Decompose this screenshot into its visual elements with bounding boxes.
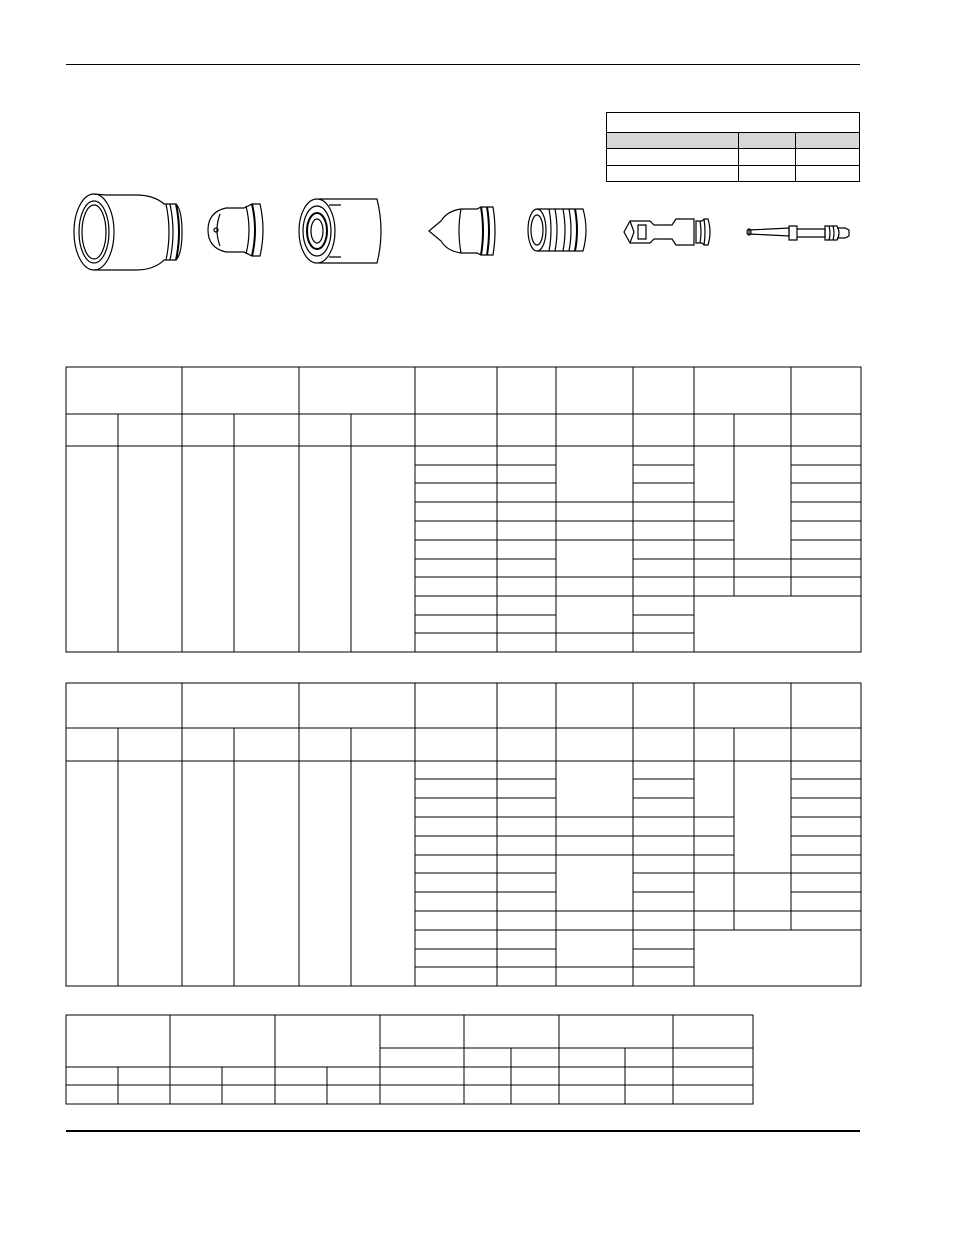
- footer-rule: [66, 1130, 860, 1132]
- parts-table-2: [66, 683, 861, 986]
- parts-table-1: [66, 367, 861, 652]
- parts-table-3: [66, 1015, 753, 1104]
